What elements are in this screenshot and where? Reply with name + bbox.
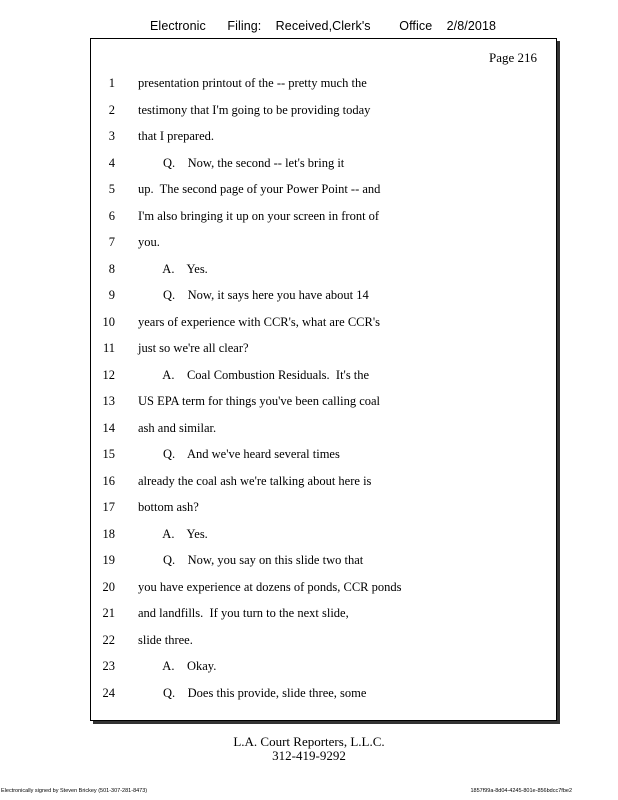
line-number: 24 [102,685,115,700]
line-number: 14 [102,420,115,435]
transcript-line [91,580,556,600]
line-text: up. The second page of your Power Point -- and [138,182,381,196]
transcript-line [91,606,556,626]
line-text: you. [138,235,160,249]
transcript-line [91,527,556,547]
transcript-line [91,262,556,282]
line-number: 1 [108,76,115,90]
line-number: 9 [108,288,115,302]
line-number: 5 [108,182,115,196]
line-number: 2 [108,102,115,117]
line-text: bottom ash? [138,500,199,514]
line-text: presentation printout of the -- pretty much the [138,76,367,90]
line-number: 6 [108,208,115,223]
transcript-line [91,686,556,706]
footer-phone: 312-419-9292 [272,748,346,763]
line-text: already the coal ash we're talking about here is [138,473,372,488]
line-number: 16 [102,473,115,488]
line-number: 10 [102,314,115,329]
line-number: 11 [102,341,115,355]
line-number: 21 [102,606,115,620]
line-text: US EPA term for things you've been calling coal [138,394,381,408]
line-number: 23 [102,659,115,673]
transcript-line [91,474,556,494]
line-text: A. Yes. [138,526,208,541]
transcript-line [91,156,556,176]
header-received: Received,Clerk's [275,19,371,33]
transcript-page [90,38,557,721]
line-number: 22 [102,632,115,647]
line-text: Q. Does this provide, slide three, some [138,685,367,700]
header-date: 2/8/2018 [446,19,497,33]
transcript-line [91,182,556,202]
line-number: 18 [102,526,115,541]
line-number: 4 [108,155,115,170]
line-text: that I prepared. [138,129,215,143]
header-electronic: Electronic [150,19,206,33]
line-number: 17 [102,500,115,514]
line-text: A. Yes. [138,261,208,276]
line-text: slide three. [138,632,193,647]
transcript-line [91,447,556,467]
transcript-line [91,368,556,388]
electronic-signature: Electronically signed by Steven Brickey (501-307-281-8473) [1,788,148,794]
line-text: Q. And we've heard several times [138,447,340,461]
line-number: 13 [102,394,115,408]
page-number: Page 216 [488,50,537,65]
transcript-line [91,235,556,255]
document-hash: 1857f99a-8d04-4245-801e-856bdcc7fbe2 [470,788,572,794]
line-text: A. Coal Combustion Residuals. It's the [138,367,370,382]
line-text: A. Okay. [138,659,217,673]
line-text: ash and similar. [138,420,217,435]
transcript-line [91,394,556,414]
line-number: 20 [102,579,115,594]
transcript-line [91,315,556,335]
filing-header [150,19,496,33]
transcript-line [91,76,556,96]
line-text: just so we're all clear? [138,341,249,355]
transcript-line [91,500,556,520]
transcript-line [91,633,556,653]
line-text: Q. Now, the second -- let's bring it [138,155,345,170]
transcript-line [91,129,556,149]
transcript-line [91,209,556,229]
line-number: 7 [108,235,115,249]
line-text: I'm also bringing it up on your screen in front of [138,208,380,223]
line-number: 8 [108,261,115,276]
transcript-line [91,421,556,441]
line-text: Q. Now, it says here you have about 14 [138,288,369,302]
header-office: Office [399,19,433,33]
line-text: and landfills. If you turn to the next slide, [138,606,349,620]
line-text: testimony that I'm going to be providing today [138,102,371,117]
transcript-line [91,341,556,361]
line-text: years of experience with CCR's, what are CCR's [138,314,380,329]
line-number: 3 [108,129,115,143]
transcript-line [91,553,556,573]
header-filing: Filing: [227,19,262,33]
transcript-line [91,659,556,679]
line-number: 15 [102,447,115,461]
line-text: you have experience at dozens of ponds, CCR ponds [138,579,402,594]
transcript-line [91,288,556,308]
footer-company: L.A. Court Reporters, L.L.C. [233,734,385,749]
line-number: 19 [102,553,115,567]
line-number: 12 [102,367,115,382]
line-text: Q. Now, you say on this slide two that [138,553,364,567]
transcript-line [91,103,556,123]
